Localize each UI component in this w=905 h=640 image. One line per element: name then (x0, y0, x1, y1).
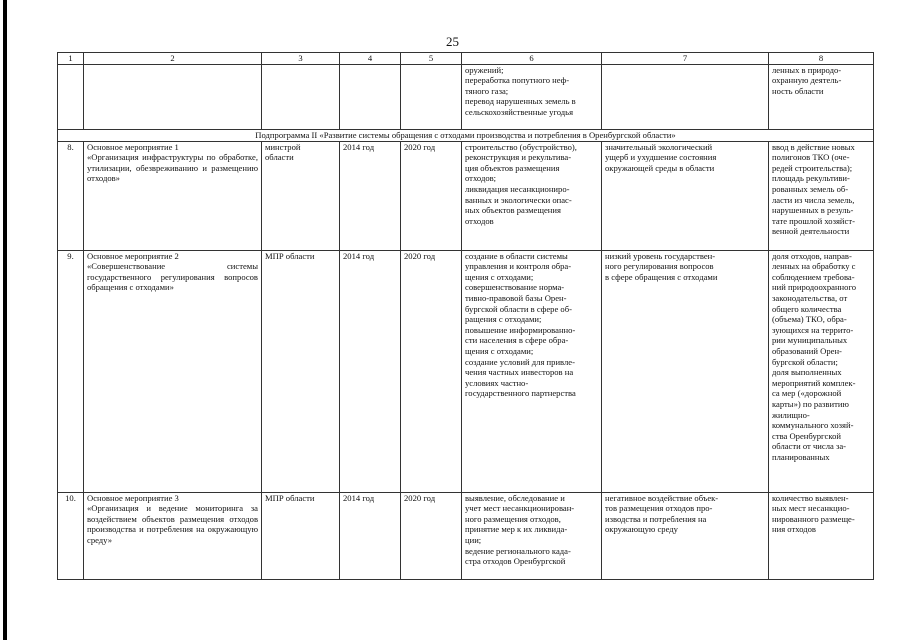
end-cell: 2020 год (401, 492, 462, 579)
continuation-indicators: ленных в природо- охранную деятель- ность области (769, 64, 874, 129)
scan-edge-bar (3, 0, 7, 640)
header-cell: 4 (340, 53, 401, 65)
measure-cell: Основное мероприятие 1 «Организация инфраструктуры по обработке, утилизации, обезвреживанию и размещению отходов» (84, 141, 262, 250)
start-cell: 2014 год (340, 141, 401, 250)
results-cell: создание в области системы управления и контроля обра- щения с отходами; совершенствование норма- тивно-правовой базы Орен- бургской области в сфере об- ращения с отходами; повышение информированно- сти населения в сфере обра- щения с отходами; создание условий для привле- чения частных инвесторов на условиях частно- государственного партнерства (462, 250, 602, 492)
header-cell: 2 (84, 53, 262, 65)
subprogram-row (58, 129, 874, 141)
start-cell: 2014 год (340, 250, 401, 492)
indicators-cell: ввод в действие новых полигонов ТКО (оче- редей строительства); площадь рекультиви- рованных земель об- ласти из числа земель, нарушенных в резуль- тате прошлой хозяйст- венной деятельности (769, 141, 874, 250)
consequences-cell: значительный экологический ущерб и ухудшение состояния окружающей среды в области (602, 141, 769, 250)
row-number: 9. (58, 250, 84, 492)
start-cell: 2014 год (340, 492, 401, 579)
indicators-cell: доля отходов, направ- ленных на обработку с соблюдением требова- ний природоохранного законодательства, от общего количества (объема) ТКО, обра- зующихся на террито- рии муниципальных образований Орен- бургской области; доля выполненных мероприятий комплек- са мер («дорожной карты») по развитию жилищно- коммунального хозяй- ства Оренбургской области от числа за- планированных (769, 250, 874, 492)
program-table (57, 52, 874, 580)
measure-cell: Основное мероприятие 2 «Совершенствование системы государственного регулирования вопросов обращения с отходами» (84, 250, 262, 492)
end-cell: 2020 год (401, 141, 462, 250)
continuation-results: оружений; переработка попутного неф- тяного газа; перевод нарушенных земель в сельскохозяйственные угодья (462, 64, 602, 129)
measure-cell: Основное мероприятие 3 «Организация и ведение мониторинга за воздействием объектов размещения отходов производства и потребления на окружающую среду» (84, 492, 262, 579)
header-cell: 5 (401, 53, 462, 65)
end-cell: 2020 год (401, 250, 462, 492)
table-row (58, 492, 874, 579)
continuation-row (58, 64, 874, 129)
results-cell: строительство (обустройство), реконструкция и рекультива- ция объектов размещения отходов; ликвидация несанкциониро- ванных и экологически опас- ных объектов размещения отходов (462, 141, 602, 250)
executor-cell: МПР области (262, 492, 340, 579)
executor-cell: МПР области (262, 250, 340, 492)
table-row (58, 141, 874, 250)
header-cell: 3 (262, 53, 340, 65)
subprogram-title: Подпрограмма II «Развитие системы обращения с отходами производства и потребления в Оренбургской области» (58, 129, 874, 141)
header-cell: 1 (58, 53, 84, 65)
row-number: 10. (58, 492, 84, 579)
page-number: 25 (446, 34, 459, 49)
results-cell: выявление, обследование и учет мест несанкционирован- ного размещения отходов, принятие мер к их ликвида- ции; ведение регионального када- стра отходов Оренбургской (462, 492, 602, 579)
table-row (58, 250, 874, 492)
header-cell: 6 (462, 53, 602, 65)
indicators-cell: количество выявлен- ных мест несанкцио- нированного размеще- ния отходов (769, 492, 874, 579)
row-number: 8. (58, 141, 84, 250)
consequences-cell: негативное воздействие объек- тов размещения отходов про- изводства и потребления на окружающую среду (602, 492, 769, 579)
executor-cell: минстрой области (262, 141, 340, 250)
header-cell: 8 (769, 53, 874, 65)
header-cell: 7 (602, 53, 769, 65)
header-row (58, 53, 874, 65)
consequences-cell: низкий уровень государствен- ного регулирования вопросов в сфере обращения с отходами (602, 250, 769, 492)
